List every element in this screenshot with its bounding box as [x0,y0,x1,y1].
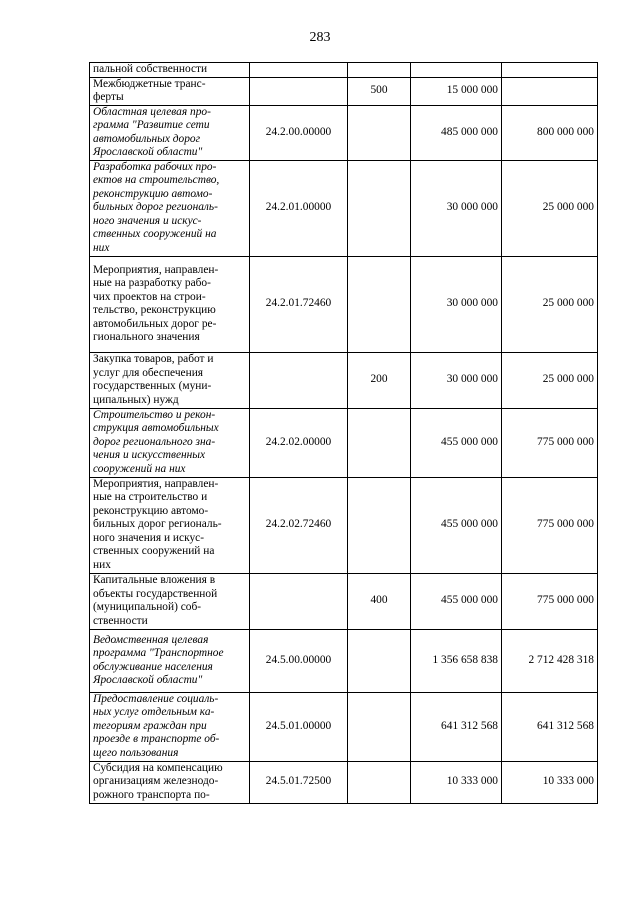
table-row [90,160,598,256]
row-code-cell: 24.5.01.72500 [250,761,348,803]
row-amount-year2-cell: 641 312 568 [502,692,598,761]
table-row [90,408,598,477]
row-amount-year1-cell: 641 312 568 [411,692,502,761]
row-expense-type-cell [348,63,411,78]
row-expense-type-cell [348,761,411,803]
row-name-cell: Ведомственная целевая программа "Транспортное обслуживание населения Ярославской области" [90,629,250,692]
row-amount-year2-cell: 800 000 000 [502,105,598,160]
row-name-cell: Разработка рабочих про- ектов на строительство, реконструкцию автомо- бильных дорог региональ- ного значения и искус- ственных сооружений на них [90,160,250,256]
row-code-cell: 24.2.01.72460 [250,256,348,352]
row-amount-year1-cell [411,63,502,78]
row-expense-type-cell [348,629,411,692]
row-expense-type-cell [348,160,411,256]
row-name-cell: Мероприятия, направлен- ные на строительство и реконструкцию автомо- бильных дорог региональ- ного значения и искус- ственных сооружений на них [90,477,250,573]
row-amount-year2-cell: 775 000 000 [502,408,598,477]
row-expense-type-cell [348,408,411,477]
row-name-cell: Межбюджетные транс- ферты [90,77,250,105]
row-code-cell [250,63,348,78]
table-row [90,761,598,803]
row-code-cell: 24.5.00.00000 [250,629,348,692]
row-code-cell: 24.2.00.00000 [250,105,348,160]
table-row [90,63,598,78]
row-expense-type-cell [348,256,411,352]
row-amount-year2-cell: 775 000 000 [502,573,598,629]
budget-table-body [90,63,598,804]
row-code-cell: 24.2.02.00000 [250,408,348,477]
row-amount-year1-cell: 455 000 000 [411,477,502,573]
table-row [90,573,598,629]
row-amount-year2-cell: 25 000 000 [502,256,598,352]
row-name-cell: Предоставление социаль- ных услуг отдельным ка- тегориям граждан при проезде в транспорте об- щего пользования [90,692,250,761]
row-amount-year1-cell: 30 000 000 [411,352,502,408]
row-code-cell: 24.5.01.00000 [250,692,348,761]
row-name-cell: Мероприятия, направлен- ные на разработку рабо- чих проектов на строи- тельство, реконструкцию автомобильных дорог ре- гионального значения [90,256,250,352]
row-code-cell [250,77,348,105]
row-amount-year2-cell [502,63,598,78]
table-row [90,105,598,160]
row-amount-year1-cell: 15 000 000 [411,77,502,105]
row-amount-year2-cell: 25 000 000 [502,352,598,408]
table-row [90,352,598,408]
row-amount-year1-cell: 455 000 000 [411,408,502,477]
row-amount-year1-cell: 30 000 000 [411,160,502,256]
table-row [90,629,598,692]
table-row [90,256,598,352]
row-amount-year1-cell: 30 000 000 [411,256,502,352]
row-amount-year1-cell: 485 000 000 [411,105,502,160]
budget-table [89,62,598,804]
row-amount-year1-cell: 10 333 000 [411,761,502,803]
row-code-cell: 24.2.02.72460 [250,477,348,573]
row-name-cell: пальной собственности [90,63,250,78]
row-amount-year1-cell: 455 000 000 [411,573,502,629]
row-expense-type-cell: 200 [348,352,411,408]
row-expense-type-cell [348,105,411,160]
row-name-cell: Строительство и рекон- струкция автомобильных дорог регионального зна- чения и искусственных сооружений на них [90,408,250,477]
table-row [90,77,598,105]
table-row [90,477,598,573]
row-amount-year2-cell: 2 712 428 318 [502,629,598,692]
row-name-cell: Капитальные вложения в объекты государственной (муниципальной) соб- ственности [90,573,250,629]
row-code-cell [250,352,348,408]
row-name-cell: Областная целевая про- грамма "Развитие сети автомобильных дорог Ярославской области" [90,105,250,160]
row-expense-type-cell: 500 [348,77,411,105]
row-amount-year2-cell: 10 333 000 [502,761,598,803]
row-expense-type-cell: 400 [348,573,411,629]
row-amount-year2-cell: 25 000 000 [502,160,598,256]
row-name-cell: Закупка товаров, работ и услуг для обеспечения государственных (муни- ципальных) нужд [90,352,250,408]
row-amount-year2-cell [502,77,598,105]
page-number: 283 [309,30,331,45]
table-row [90,692,598,761]
row-expense-type-cell [348,477,411,573]
row-amount-year2-cell: 775 000 000 [502,477,598,573]
row-amount-year1-cell: 1 356 658 838 [411,629,502,692]
row-code-cell [250,573,348,629]
row-code-cell: 24.2.01.00000 [250,160,348,256]
row-expense-type-cell [348,692,411,761]
row-name-cell: Субсидия на компенсацию организациям железнодо- рожного транспорта по- [90,761,250,803]
